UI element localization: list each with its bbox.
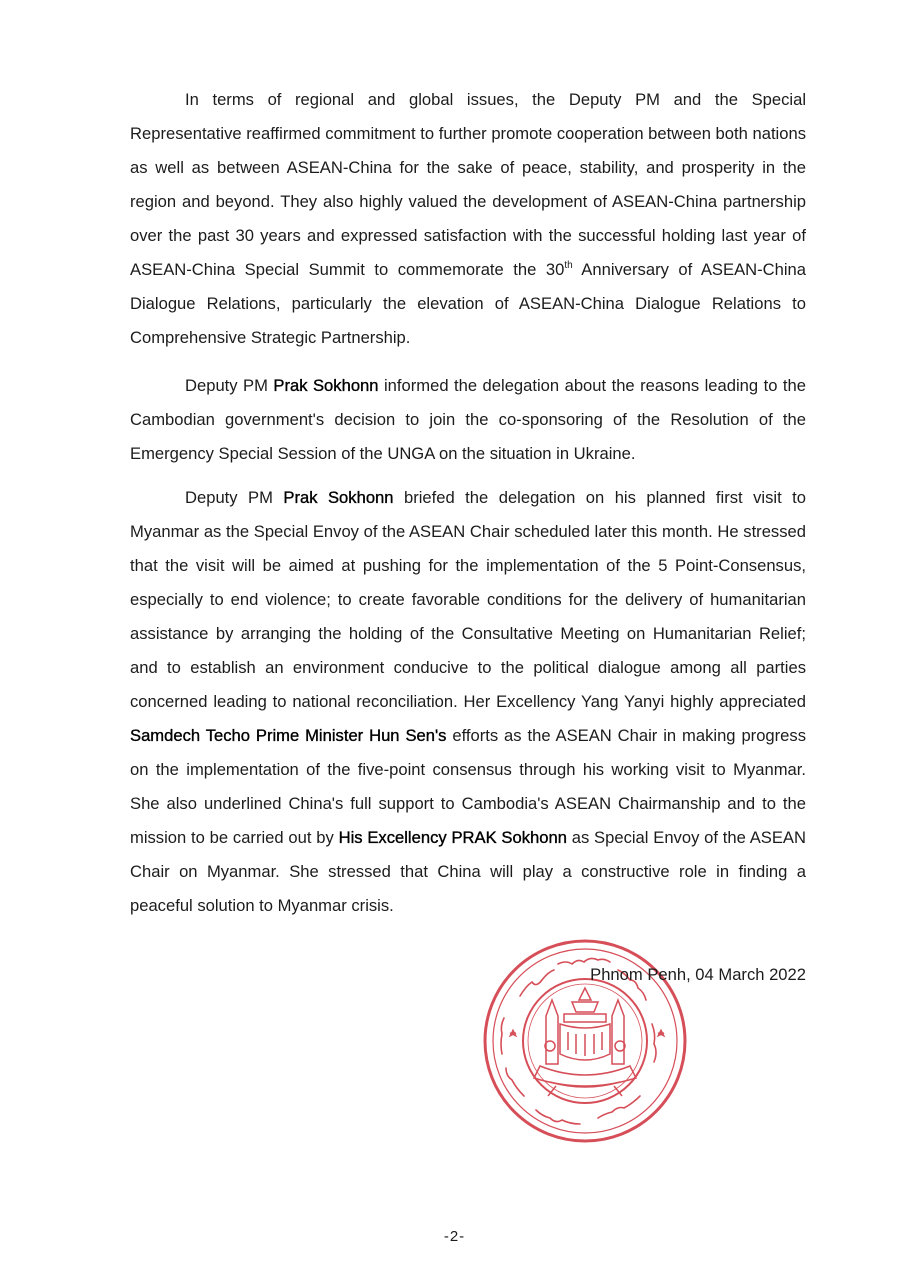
paragraph-myanmar <box>130 481 806 923</box>
person-name: Prak Sokhonn <box>283 488 394 507</box>
paragraph-lead: Deputy PM <box>185 488 284 507</box>
paragraph-text-end: as Special Envoy of the ASEAN Chair on Myanmar. She stressed that China will play a constructive role in finding a peaceful solution to Myanmar crisis. <box>130 828 806 915</box>
paragraph-ukraine <box>130 369 806 471</box>
paragraph-lead: Deputy PM <box>185 376 274 395</box>
paragraph-text: briefed the delegation on his planned first visit to Myanmar as the Special Envoy of the ASEAN Chair scheduled later this month. He stressed that the visit will be aimed at pushing for the implementation of the 5 Point-Consensus, especially to end violence; to create favorable conditions for the delivery of humanitarian assistance by arranging the holding of the Consultative Meeting on Humanitarian Relief; and to establish an environment conducive to the political dialogue among all parties concerned leading to national reconciliation. Her Excellency Yang Yanyi highly appreciated <box>130 488 806 711</box>
paragraph-text: In terms of regional and global issues, the Deputy PM and the Special Representative reaffirmed commitment to further promote cooperation between both nations as well as between ASEAN-China for the sake of peace, stability, and prosperity in the region and beyond. They also highly valued the development of ASEAN-China partnership over the past 30 years and expressed satisfaction with the successful holding last year of ASEAN-China Special Summit to commemorate the <box>130 90 806 279</box>
paragraph-text-continued: efforts as the ASEAN Chair in making progress on the implementation of the five-point consensus through his working visit to Myanmar. She also underlined China's full support to Cambodia's ASEAN Chairmanship and to the mission to be carried out by <box>130 726 807 847</box>
document-body <box>130 83 806 933</box>
page-number: -2- <box>443 1228 466 1245</box>
person-name-special-envoy: His Excellency PRAK Sokhonn <box>338 828 567 847</box>
place-and-date: Phnom Penh, 04 March 2022 <box>590 965 806 984</box>
ordinal-suffix: th <box>564 260 573 271</box>
person-name-prime-minister: Samdech Techo Prime Minister Hun Sen's <box>130 726 447 745</box>
paragraph-text: informed the delegation about the reasons leading to the Cambodian government's decision to join the co-sponsoring of the Resolution of the Emergency Special Session of the UNGA on the situation in Ukraine. <box>130 376 806 463</box>
ordinal-number: 30 <box>545 260 565 279</box>
paragraph-regional-issues <box>130 83 806 355</box>
paragraph-text-continued: Anniversary of ASEAN-China Dialogue Relations, particularly the elevation of ASEAN-China Dialogue Relations to Comprehensive Strategic Partnership. <box>130 260 806 347</box>
person-name: Prak Sokhonn <box>273 376 379 395</box>
